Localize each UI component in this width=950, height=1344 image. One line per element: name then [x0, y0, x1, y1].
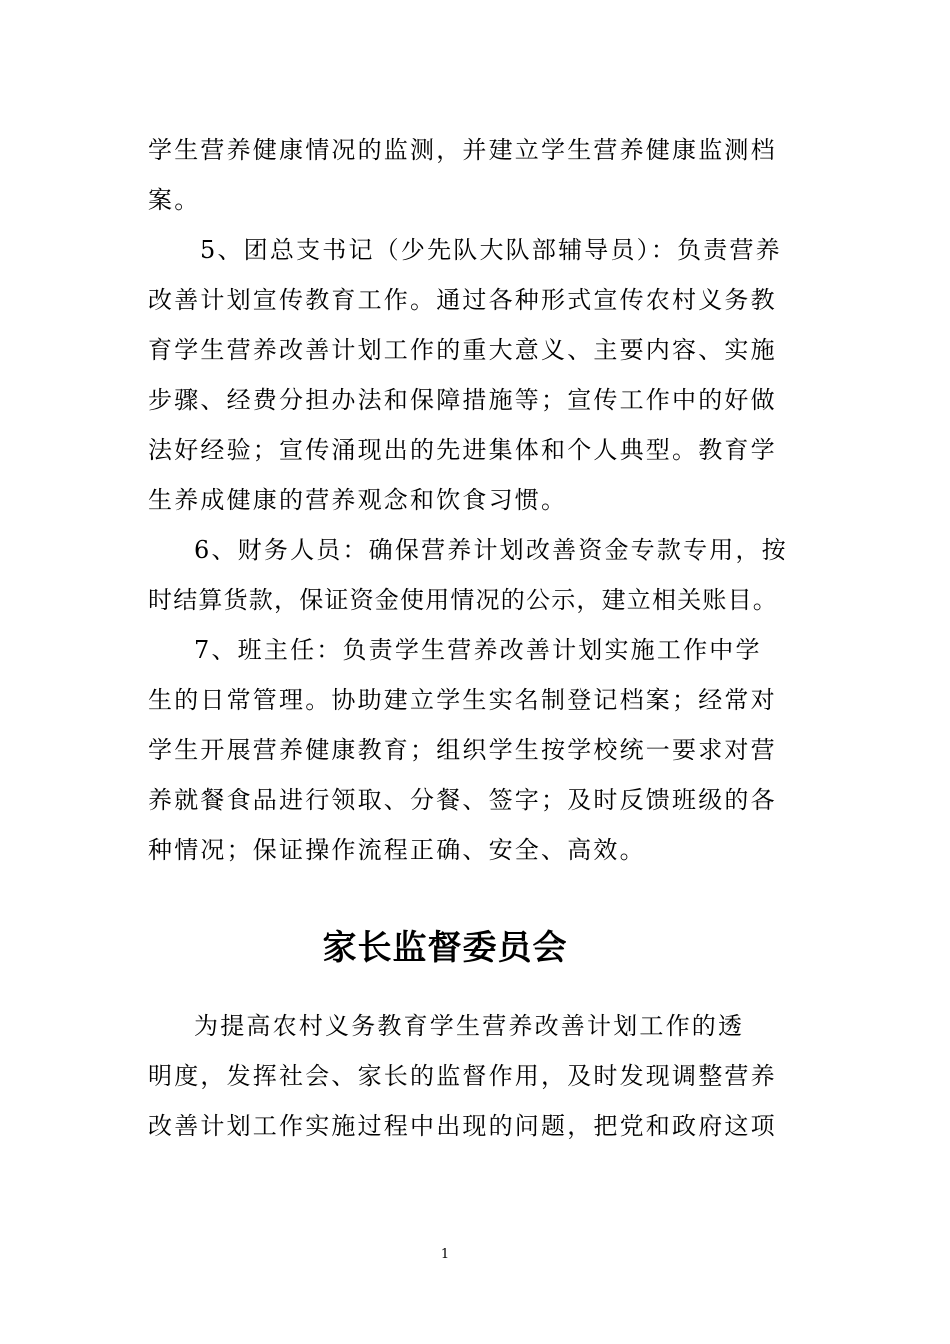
text-line: 生养成健康的营养观念和饮食习惯。 — [148, 486, 568, 514]
text-line: 育学生营养改善计划工作的重大意义、主要内容、实施 — [148, 336, 777, 364]
text-line-item-6: 6、财务人员：确保营养计划改善资金专款专用，按 — [194, 536, 788, 564]
text-line-item-5: 5、团总支书记（少先队大队部辅导员）：负责营养 — [200, 236, 782, 264]
text-line: 时结算货款，保证资金使用情况的公示，建立相关账目。 — [148, 586, 778, 614]
text-line: 学生营养健康情况的监测，并建立学生营养健康监测档 — [148, 136, 777, 164]
text-line: 种情况；保证操作流程正确、安全、高效。 — [148, 836, 646, 864]
text-line-item-7: 7、班主任：负责学生营养改善计划实施工作中学 — [194, 636, 762, 664]
text-line: 步骤、经费分担办法和保障措施等；宣传工作中的好做 — [148, 386, 777, 414]
text-line: 为提高农村义务教育学生营养改善计划工作的透 — [194, 1012, 745, 1040]
text-line: 案。 — [148, 186, 201, 214]
text-line: 养就餐食品进行领取、分餐、签字；及时反馈班级的各 — [148, 786, 777, 814]
text-line: 法好经验；宣传涌现出的先进集体和个人典型。教育学 — [148, 436, 777, 464]
text-line: 改善计划宣传教育工作。通过各种形式宣传农村义务教 — [148, 286, 777, 314]
page-number: 1 — [440, 1247, 450, 1262]
text-line: 改善计划工作实施过程中出现的问题，把党和政府这项 — [148, 1112, 777, 1140]
text-line: 生的日常管理。协助建立学生实名制登记档案；经常对 — [148, 686, 777, 714]
section-heading: 家长监督委员会 — [322, 928, 568, 968]
text-line: 明度，发挥社会、家长的监督作用，及时发现调整营养 — [148, 1062, 777, 1090]
text-line: 学生开展营养健康教育；组织学生按学校统一要求对营 — [148, 736, 777, 764]
